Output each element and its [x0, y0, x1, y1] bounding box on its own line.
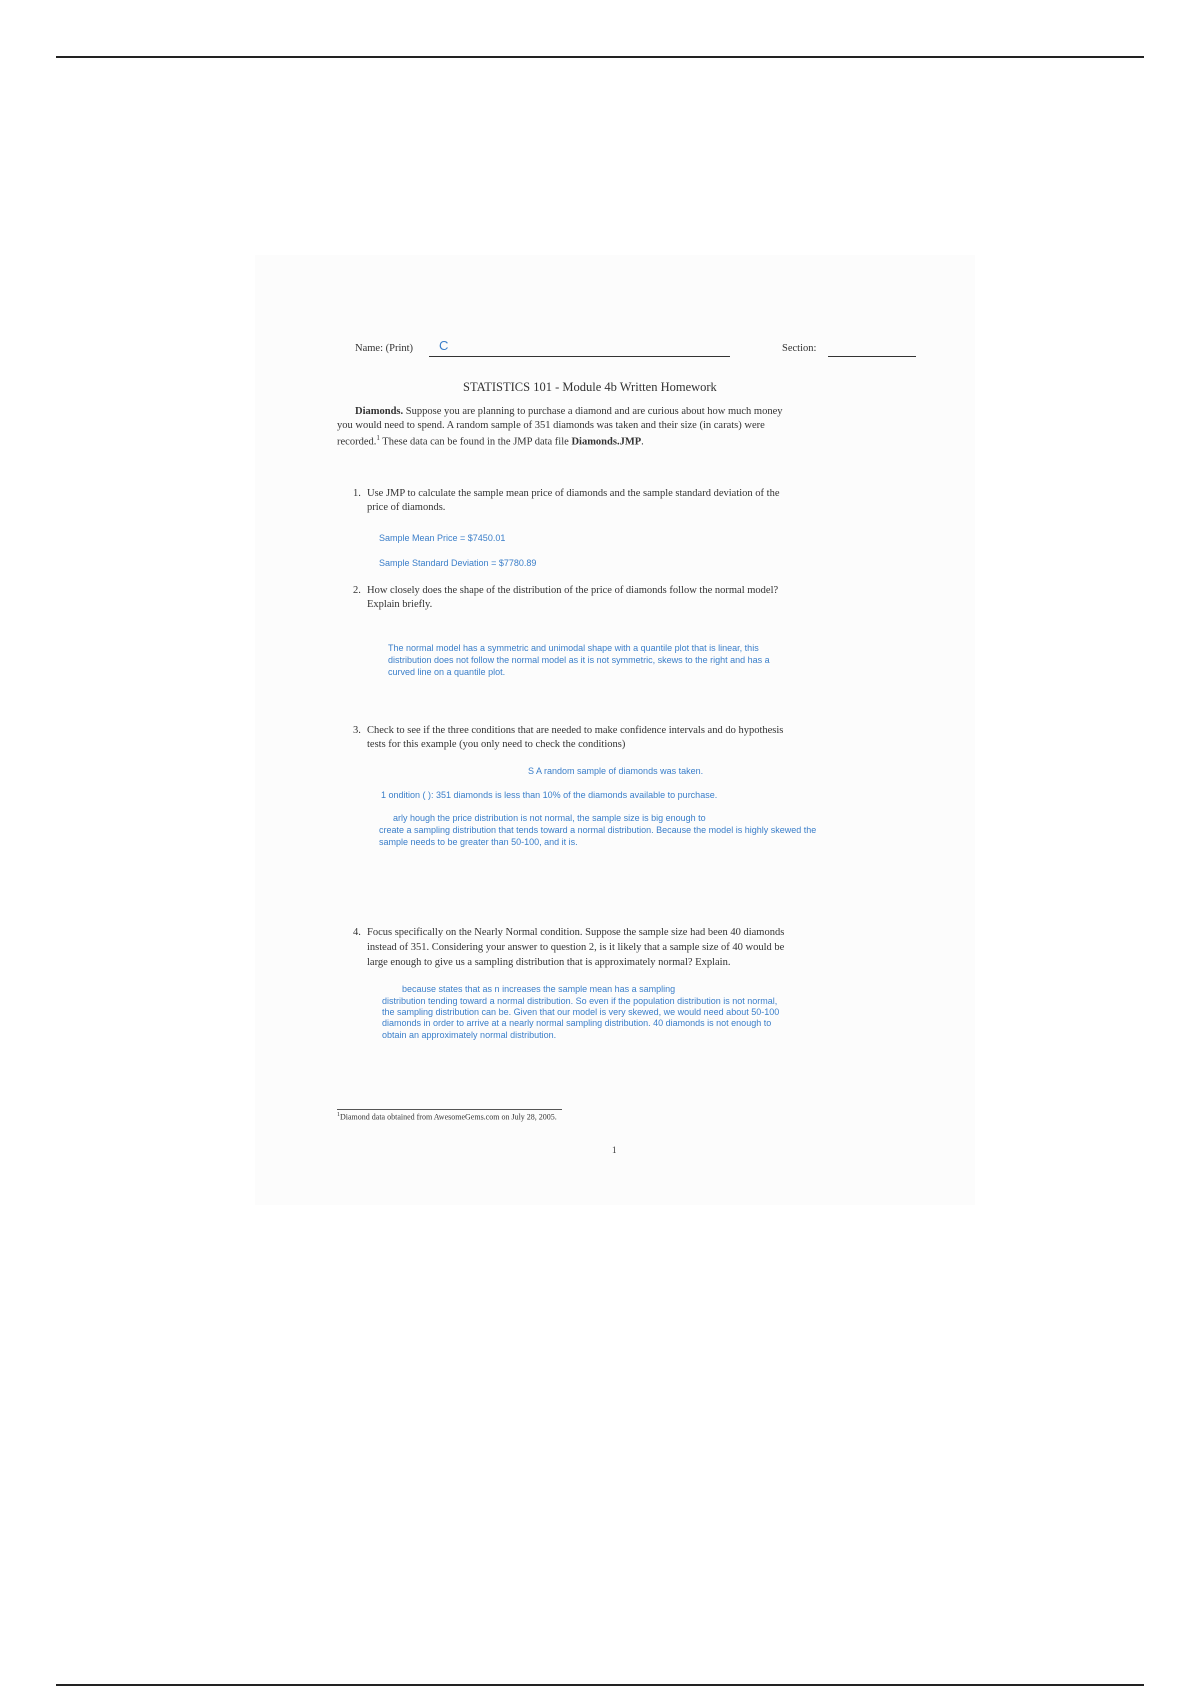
q2-line-1: How closely does the shape of the distribution of the price of diamonds follow the normal model? [367, 585, 779, 596]
q4-answer-3: the sampling distribution can be. Given that our model is very skewed, we would need about 50-100 [382, 1007, 780, 1017]
q1-answer-1: Sample Mean Price = $7450.01 [379, 533, 506, 543]
name-value: C [439, 338, 449, 353]
q1-answer-2: Sample Standard Deviation = $7780.89 [379, 558, 537, 568]
q4-answer-5: obtain an approximately normal distribution. [382, 1030, 557, 1040]
q3-answer-2: 1 ondition ( ): 351 diamonds is less than 10% of the diamonds available to purchase. [381, 790, 718, 800]
footnote [337, 1112, 557, 1122]
section-underline [828, 356, 916, 357]
intro-heading: Diamonds. [355, 406, 404, 417]
q1-line-2: price of diamonds. [367, 502, 446, 513]
q2-line-2: Explain briefly. [367, 599, 433, 610]
intro-text-1: Suppose you are planning to purchase a diamond and are curious about how much money [405, 406, 783, 417]
q3-line-2: tests for this example (you only need to check the conditions) [367, 739, 626, 750]
q4-answer-4: diamonds in order to arrive at a nearly normal sampling distribution. 40 diamonds is not enough to [382, 1018, 772, 1028]
intro-text-3c: . [641, 436, 644, 448]
page-title: STATISTICS 101 - Module 4b Written Homework [463, 380, 717, 394]
q4-line-2: instead of 351. Considering your answer to question 2, is it likely that a sample size of 40 would be [367, 942, 785, 953]
intro-line-3 [337, 434, 644, 448]
intro-text-3a: recorded. [337, 436, 377, 448]
q3-answer-4: create a sampling distribution that tends toward a normal distribution. Because the model is highly skewed the [379, 825, 817, 835]
q4-number: 4. [353, 927, 361, 938]
q4-answer-2: distribution tending toward a normal distribution. So even if the population distribution is not normal, [382, 996, 778, 1006]
q4-answer-1: because states that as n increases the sample mean has a sampling [402, 984, 676, 994]
q3-answer-1: S A random sample of diamonds was taken. [528, 766, 704, 776]
page-number: 1 [612, 1145, 617, 1155]
footnote-rule [337, 1109, 562, 1110]
section-label: Section: [782, 343, 817, 354]
q2-answer-2: distribution does not follow the normal model as it is not symmetric, skews to the right and has a [388, 655, 770, 665]
q4-line-1: Focus specifically on the Nearly Normal condition. Suppose the sample size had been 40 diamonds [367, 927, 785, 938]
footnote-ref: 1 [376, 434, 380, 442]
bottom-rule [56, 1684, 1144, 1686]
document-page [255, 255, 975, 1205]
intro-line-1 [355, 406, 783, 417]
q3-line-1: Check to see if the three conditions that are needed to make confidence intervals and do hypothesis [367, 725, 784, 736]
q2-answer-1: The normal model has a symmetric and unimodal shape with a quantile plot that is linear, this [388, 643, 759, 653]
q4-line-3: large enough to give us a sampling distribution that is approximately normal? Explain. [367, 957, 731, 968]
q3-number: 3. [353, 725, 361, 736]
q1-number: 1. [353, 488, 361, 499]
q3-answer-3: arly hough the price distribution is not normal, the sample size is big enough to [393, 813, 706, 823]
top-rule [56, 56, 1144, 58]
q1-line-1: Use JMP to calculate the sample mean price of diamonds and the sample standard deviation of the [367, 488, 780, 499]
q3-answer-5: sample needs to be greater than 50-100, and it is. [379, 837, 578, 847]
name-underline [429, 356, 730, 357]
q2-number: 2. [353, 585, 361, 596]
name-label: Name: (Print) [355, 343, 414, 354]
data-file-name: Diamonds.JMP [571, 436, 642, 448]
footnote-text: Diamond data obtained from AwesomeGems.com on July 28, 2005. [340, 1112, 557, 1122]
intro-line-2: you would need to spend. A random sample of 351 diamonds was taken and their size (in carats) were [337, 420, 765, 431]
q2-answer-3: curved line on a quantile plot. [388, 667, 506, 677]
footnote-mark: 1 [337, 1112, 340, 1118]
intro-text-3b: These data can be found in the JMP data file [379, 436, 572, 448]
